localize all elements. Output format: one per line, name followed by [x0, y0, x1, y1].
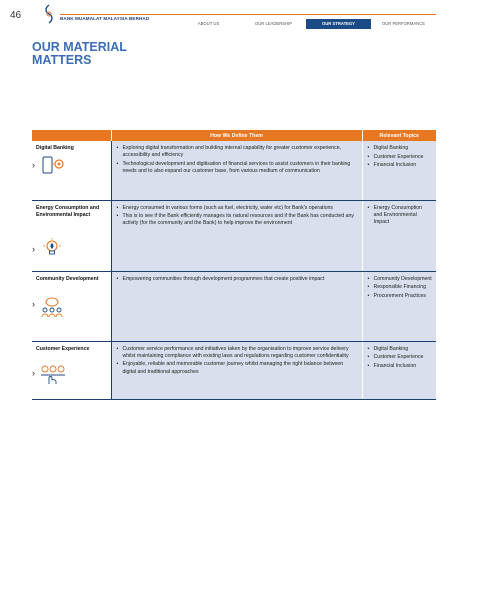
topic-item: • Financial Inclusion	[367, 162, 433, 169]
matter-name: Digital Banking	[36, 145, 74, 151]
matter-cell	[32, 200, 111, 271]
chevron-right-icon: ›	[32, 367, 35, 378]
table-row	[32, 271, 436, 341]
topic-item: • Responsible Financing	[367, 284, 433, 291]
definition-item: • Enjoyable, reliable and memorable customer journey whilst managing the right balance between digital and traditional approaches	[116, 361, 358, 375]
definition-item: • Exploring digital transformation and building internal capability for greater customer experience, accessibility and efficiency	[116, 145, 358, 159]
page-title	[32, 41, 127, 67]
definition-cell	[111, 200, 362, 271]
table-row	[32, 341, 436, 399]
page-title-line2: MATTERS	[32, 53, 92, 67]
definition-item: • Energy consumed in various forms (such as fuel, electricity, water etc) for Bank's operations	[116, 205, 358, 212]
header-rule	[60, 14, 436, 15]
nav-our-performance[interactable]: OUR PERFORMANCE	[381, 21, 426, 26]
topic-item: • Financial Inclusion	[367, 363, 433, 370]
nav-our-strategy[interactable]: OUR STRATEGY	[306, 19, 371, 29]
matter-name: Energy Consumption and Environmental Impact	[36, 204, 100, 218]
matter-cell	[32, 341, 111, 399]
customer-rating-icon	[39, 364, 67, 386]
definition-cell	[111, 341, 362, 399]
definition-cell	[111, 141, 362, 200]
topics-cell	[362, 341, 436, 399]
table-row	[32, 200, 436, 271]
definition-item: • Customer service performance and initiatives taken by the organisation to improve service delivery whilst maintaining compliance with existing laws and regulations regarding customer confidentiality	[116, 346, 358, 360]
definition-item: • Technological development and digitisation of financial services to assist customers in their banking needs and to also expand our customer base, from various medium of communication	[116, 161, 358, 175]
matter-cell	[32, 141, 111, 200]
bank-name: BANK MUAMALAT MALAYSIA BERHAD	[60, 16, 150, 21]
topic-item: • Procurement Practices	[367, 293, 433, 300]
page-number: 46	[10, 10, 22, 21]
definition-item: • This is to see if the Bank efficiently manages its natural resources and if the Bank has conducted any activity (for the community and the Bank) to help improve the environment	[116, 213, 358, 227]
topics-cell	[362, 271, 436, 341]
matter-cell	[32, 271, 111, 341]
definition-cell	[111, 271, 362, 341]
chevron-right-icon: ›	[32, 160, 35, 170]
material-matters-table	[32, 130, 436, 400]
topics-cell	[362, 141, 436, 200]
header-matter	[32, 130, 111, 141]
topic-item: • Customer Experience	[367, 154, 433, 161]
page-title-line1: OUR MATERIAL	[32, 40, 127, 54]
chevron-right-icon: ›	[32, 298, 35, 309]
header-topics: Relevant Topics	[362, 130, 436, 141]
matter-name: Customer Experience	[36, 345, 90, 352]
topic-item: • Customer Experience	[367, 354, 433, 361]
table-row	[32, 141, 436, 200]
smartphone-gear-icon	[39, 155, 67, 175]
chevron-right-icon: ›	[32, 243, 35, 254]
community-people-icon	[39, 296, 65, 318]
topics-cell	[362, 200, 436, 271]
topic-item: • Digital Banking	[367, 145, 433, 152]
topic-item: • Digital Banking	[367, 346, 433, 353]
bank-logo-icon	[42, 4, 56, 24]
definition-item: • Empowering communities through development programmes that create positive impact	[116, 276, 358, 283]
lightbulb-leaf-icon	[39, 237, 65, 259]
nav-our-leadership[interactable]: OUR LEADERSHIP	[255, 21, 292, 26]
topic-item: • Community Development	[367, 276, 433, 283]
matter-name: Community Development	[36, 275, 99, 282]
nav-about-us[interactable]: ABOUT US	[197, 21, 220, 26]
topic-item: • Energy Consumption and Environmental Impact	[367, 205, 433, 227]
section-nav	[176, 19, 436, 29]
header-definition: How We Define Them	[111, 130, 362, 141]
